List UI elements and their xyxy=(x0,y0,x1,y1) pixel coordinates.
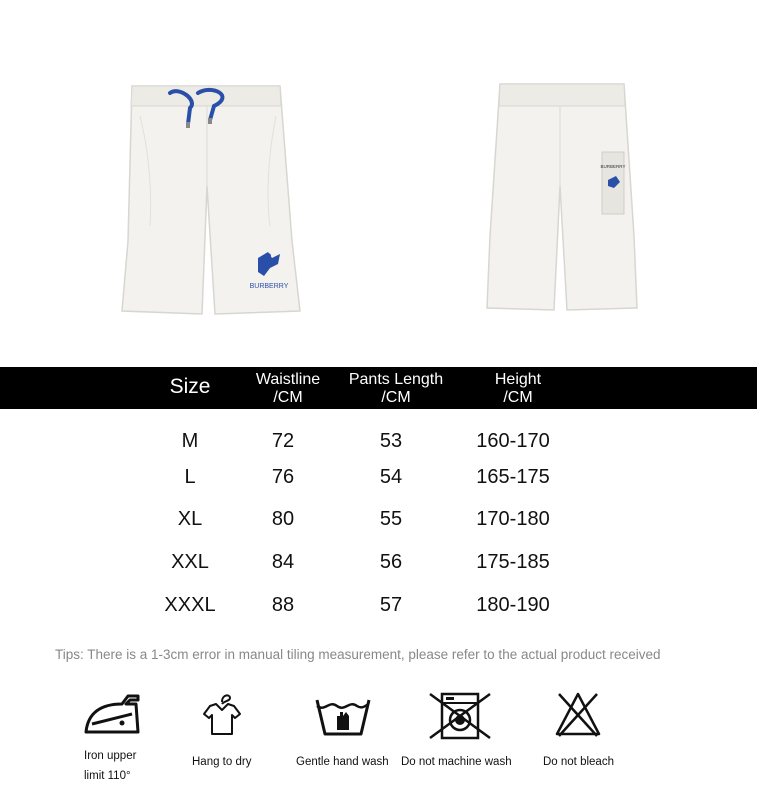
header-size: Size xyxy=(169,375,211,398)
header-height-label: Height xyxy=(494,371,542,388)
height-cell: 175-185 xyxy=(476,551,550,573)
table-row xyxy=(0,508,757,534)
back-label-text: BURBERRY xyxy=(600,164,626,169)
hanger-icon xyxy=(200,688,244,747)
pants-length-cell: 57 xyxy=(379,594,403,616)
height-cell: 180-190 xyxy=(476,594,550,616)
table-row xyxy=(0,430,757,456)
pants-length-cell: 54 xyxy=(379,466,403,488)
hang-dry-label: Hang to dry xyxy=(192,756,252,768)
waistline-cell: 72 xyxy=(271,430,295,452)
no-bleach-icon xyxy=(553,690,603,743)
size-cell: M xyxy=(181,430,199,452)
header-waistline-unit: /CM xyxy=(273,389,303,406)
header-pants-length-label: Pants Length xyxy=(348,371,444,388)
table-row xyxy=(0,466,757,492)
height-cell: 165-175 xyxy=(476,466,550,488)
table-row xyxy=(0,551,757,577)
hand-wash-label: Gentle hand wash xyxy=(296,756,389,768)
size-cell: L xyxy=(184,466,196,488)
iron-label-line: limit 110° xyxy=(84,770,131,782)
waistline-cell: 80 xyxy=(271,508,295,530)
header-waistline-label: Waistline xyxy=(255,371,321,388)
waistline-cell: 76 xyxy=(271,466,295,488)
measurement-tips: Tips: There is a 1-3cm error in manual tiling measurement, please refer to the actual product received xyxy=(55,647,661,662)
no-bleach-label: Do not bleach xyxy=(543,756,614,768)
no-machine-wash-icon xyxy=(428,690,492,747)
front-logo-text: BURBERRY xyxy=(249,283,289,290)
size-table-header xyxy=(0,367,757,409)
iron-icon xyxy=(82,690,142,745)
waistline-cell: 88 xyxy=(271,594,295,616)
shorts-back-image xyxy=(472,76,672,316)
pants-length-cell: 56 xyxy=(379,551,403,573)
header-height xyxy=(468,371,568,407)
shorts-front-image xyxy=(110,76,310,316)
iron-label-line: Iron upper xyxy=(84,750,137,762)
size-cell: XL xyxy=(177,508,203,530)
size-cell: XXL xyxy=(171,551,209,573)
hand-wash-icon xyxy=(313,692,373,745)
table-row xyxy=(0,594,757,620)
pants-length-cell: 55 xyxy=(379,508,403,530)
height-cell: 170-180 xyxy=(476,508,550,530)
header-height-unit: /CM xyxy=(503,389,533,406)
pants-length-cell: 53 xyxy=(379,430,403,452)
header-waistline xyxy=(238,371,338,407)
iron-label xyxy=(84,746,136,786)
waistline-cell: 84 xyxy=(271,551,295,573)
size-cell: XXXL xyxy=(164,594,216,616)
height-cell: 160-170 xyxy=(476,430,550,452)
no-machine-wash-label: Do not machine wash xyxy=(401,756,512,768)
header-pants-length-unit: /CM xyxy=(381,389,411,406)
header-pants-length xyxy=(336,371,456,407)
